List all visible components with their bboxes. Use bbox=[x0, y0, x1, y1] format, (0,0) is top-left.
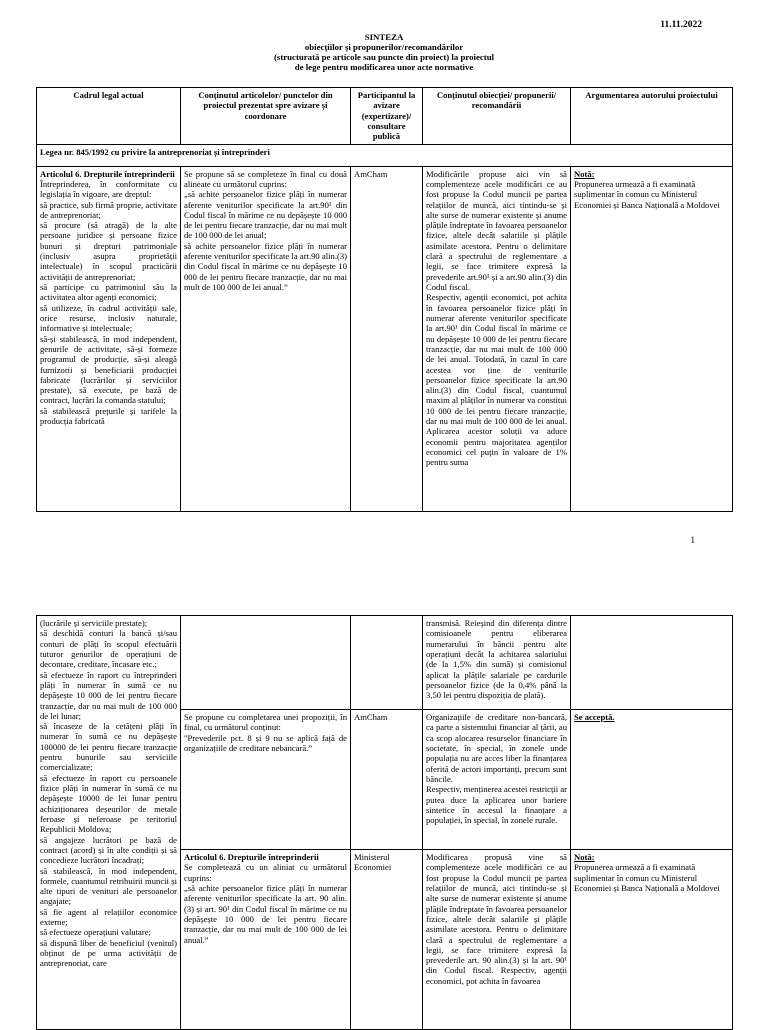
cell-participant: AmCham bbox=[351, 710, 423, 850]
header-participant: Participantul la avizare (expertizare)/ consultare publică bbox=[351, 88, 423, 145]
cell-objection: Modificările propuse aici vin să complementeze acele modificări ce au fost propuse la Codul muncii pe partea relațiilor de muncă, aici tintindu-se și alte surse de numerar existente și anume plățile îndreptate în favoarea persoanelor fizice, altele decât salariile și plățile asimilate acestora. Pentru o delimitare clară a spectrului de reglementare a legii, se face trimitere expresă la prevederile art.90¹ și a art.90 alin.(3) din Codul fiscal. Respectiv, agenții economici, pot achita în favoarea persoanelor fizice plăți în numerar aferente veniturilor specificate la art.90¹ din Codul fiscal în mărime ce nu depășește 10 000 de lei pentru fiecare tranzacție, dar nu mai mult de 100 000 de lei anual. Totodată, în cazul în care acestea vor ține de veniturile persoanelor fizice specificate la art.90 alin.(3) din Codul fiscal, cuantumul maxim al plăților în numerar va constitui 10 000 de lei pentru fiecare tranzacție, dar nu mai mult de 100 000 de lei anual. Aplicarea acestor soluții va aduce economii pentru majoritatea agenților economici cel puțin în valoare de 1% pentru suma bbox=[423, 166, 571, 511]
cell-participant: Ministerul Economiei bbox=[351, 850, 423, 1030]
header-current-law: Cadrul legal actual bbox=[37, 88, 181, 145]
cell-argument: Se acceptă. bbox=[571, 710, 733, 850]
article-text: Se completează cu un aliniat cu următorul cuprins: „să achite persoanelor fizice plăți în numerar aferente veniturilor specificate la art. 90 alin. (3) și art. 90¹ din Codul fiscal în mărime ce nu depășește 10 000 de lei pentru fiecare tranzacție, dar nu mai mult de 100 000 de lei anual.” bbox=[184, 862, 347, 945]
article-text: Întreprinderea, în conformitate cu legislația în vigoare, are dreptul: să practice, sub firmă proprie, activitate de antreprenoriat; să procure (să atragă) de la alte persoane juridice și persoane fizice bunuri și drepturi patrimoniale (inclusiv asupra proprietății intelectuale) în scopul practicării activității de antreprenoriat; să participe cu patrimoniul său la activitatea altor agenți economici; să utilizeze, în cadrul activității sale, orice resurse, inclusiv naturale, informative și intelectuale; să-și stabilească, în mod independent, genurile de activitate, să-și formeze programul de producție, să-și aleagă furnizorii și beneficiarii producției fabricate (lucrărilor și serviciilor prestate), să execute, pe bază de contract, lucrări la comanda statului; să stabilească prețurile și tarifele la producția fabricată bbox=[40, 178, 177, 427]
cell-project-content: Se propune să se completeze în final cu două alineate cu următorul cuprins: „să achite persoanelor fizice plăți în numerar aferente veniturilor specificate la art.90¹ din Codul fiscal în mărime ce nu depășește 10 000 de lei pentru fiecare tranzacție, dar nu mai mult de 100 000 de lei anual; să achite persoanelor fizice plăți în numerar aferente veniturilor specificate la art.90 alin.(3) din Codul fiscal în mărime ce nu depășește 10 000 de lei pentru fiecare tranzacție, dar nu mai mult de 100 000 de lei anual.” bbox=[181, 166, 351, 511]
table-row bbox=[37, 616, 733, 710]
cell-objection: Modificarea propusă vine să complementeze acele modificări ce au fost propuse la Codul muncii pe partea relațiilor de muncă, aici tintindu-se și alte surse de numerar existente și anume plățile îndreptate în favoarea persoanelor fizice, altele decât salariile și plățile asimilate acestora. Pentru o delimitare clară a spectrului de reglementare a legii, se face trimitere expresă la prevederile art. 90 alin.(3) și la art. 90¹ din Codul fiscal. Respectiv, agenții economici, pot achita în favoarea bbox=[423, 850, 571, 1030]
law-title: Legea nr. 845/1992 cu privire la antreprenoriat și întreprinderi bbox=[37, 144, 733, 166]
cell-project-content bbox=[181, 616, 351, 710]
page-number: 1 bbox=[690, 535, 695, 545]
cell-argument bbox=[571, 850, 733, 1030]
synthesis-table-continued bbox=[36, 615, 733, 1030]
note-text: Propunerea urmează a fi examinată suplimentar în comun cu Ministerul Economiei și Banca Națională a Moldovei bbox=[574, 862, 720, 893]
document-title bbox=[200, 32, 568, 72]
cell-project-content bbox=[181, 850, 351, 1030]
cell-project-content: Se propune cu completarea unei propoziții, în final, cu următorul conținut: "Prevederile pct. 8 și 9 nu se aplică față de organizațiile de creditare nebancară.” bbox=[181, 710, 351, 850]
cell-argument bbox=[571, 166, 733, 511]
document-page-2 bbox=[0, 560, 768, 1024]
document-date: 11.11.2022 bbox=[660, 20, 702, 30]
note-text: Propunerea urmează a fi examinată suplimentar în comun cu Ministerul Economiei și Banca Națională a Moldovei bbox=[574, 178, 720, 210]
cell-objection: Organizațiile de creditare non-bancară, ca parte a sistemului financiar al țării, au ca scop alocarea resurselor financiare în societate, în special, în zonele unde populația nu are acces liber la finanțarea oferită de actori importanți, precum sunt băncile. Respectiv, menținerea acestei restricții ar putea duce la aplicarea unor bariere sintetice în accesul la finanțare a populației, în special, în zonele rurale. bbox=[423, 710, 571, 850]
cell-current-law: (lucrările și serviciile prestate); să deschidă conturi la bancă și/sau conturi de plăți în scopul efectuării tuturor genurilor de operațiuni de decontare, creditare, încasare etc.; să efectueze în raport cu întreprinderi plăți în numerar în sumă ce nu depășește 10 000 de lei pentru fiecare tranzacție, dar nu mai mult de 100 000 de lei lunar; să încaseze de la cetățeni plăți în numerar în sumă ce nu depășește 100000 de lei pentru fiecare tranzacție pentru bunurile sau serviciile comercializate; să efectueze în raport cu persoanele fizice plăți în numerar în sumă ce nu depășește 10000 de lei lunar pentru achiziționarea deșeurilor de metale feroase și neferoase pe teritoriul Republicii Moldova; să angajeze lucrători pe bază de contract (acord) și în alte condiții și să concedieze lucrători încadrați; să stabilească, în mod independent, formele, cuantumul retribuirii muncii și alte tipuri de venituri ale persoanelor angajate; să fie agent al relațiilor economice externe; să efectueze operațiuni valutare; să dispună liber de beneficiul (venitul) obținut de pe urma activității de antreprenoriat, care bbox=[37, 616, 181, 1030]
cell-participant bbox=[351, 616, 423, 710]
cell-argument bbox=[571, 616, 733, 710]
title-line: (structurată pe articole sau puncte din proiect) la proiectul bbox=[273, 52, 495, 63]
header-project-content: Conținutul articolelor/ punctelor din proiectul prezentat spre avizare și coordonare bbox=[181, 88, 351, 145]
title-line: obiecțiilor și propunerilor/recomandărilor bbox=[304, 42, 464, 53]
cell-participant: AmCham bbox=[351, 166, 423, 511]
header-objection-content: Conținutul obiecției/ propunerii/ recomandării bbox=[423, 88, 571, 145]
header-author-argument: Argumentarea autorului proiectului bbox=[571, 88, 733, 145]
article-heading: Articolul 6. Drepturile întreprinderii bbox=[40, 168, 175, 179]
table-header-row bbox=[37, 88, 733, 145]
law-row bbox=[37, 144, 733, 166]
synthesis-table bbox=[36, 87, 733, 512]
cell-current-law bbox=[37, 166, 181, 511]
title-line: SINTEZA bbox=[364, 32, 404, 42]
note-label: Notă: bbox=[574, 168, 595, 179]
title-line: de lege pentru modificarea unor acte normative bbox=[294, 62, 474, 73]
note-label: Notă: bbox=[574, 852, 595, 862]
article-heading: Articolul 6. Drepturile întreprinderii bbox=[184, 852, 319, 862]
cell-objection: transmisă. Reieșind din diferența dintre comisioanele pentru eliberarea numerarului în băncii pentru alte operațiuni decât la achitarea salariului (de la 1,5% din sumă) și comisionul aplicat la plățile salariale pe cardurile persoanelor fizice (de la 0,4% până la 3,50 lei pentru dispoziția de plată). bbox=[423, 616, 571, 710]
table-row bbox=[37, 166, 733, 511]
